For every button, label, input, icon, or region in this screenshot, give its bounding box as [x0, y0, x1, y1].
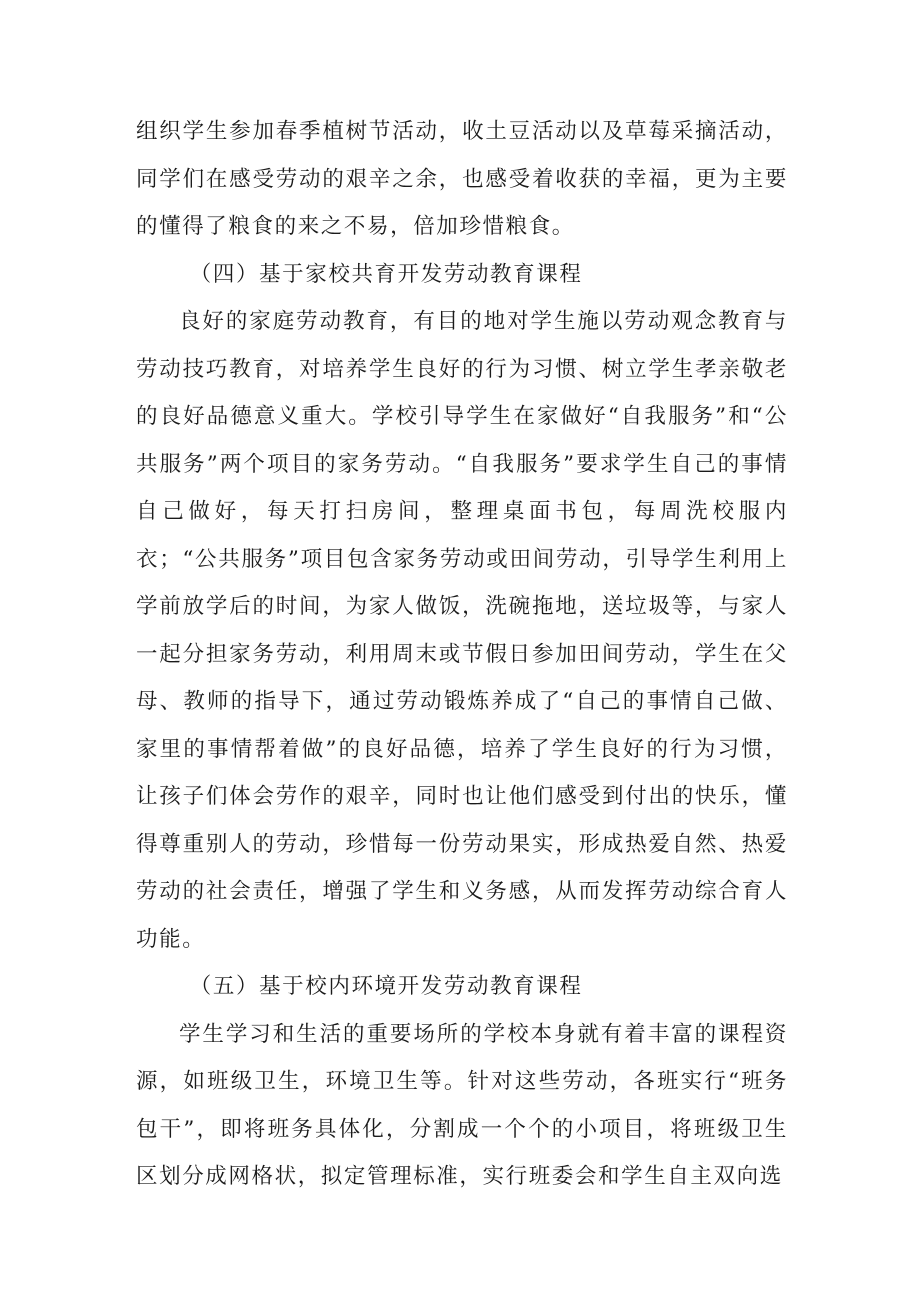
document-body [136, 108, 788, 1201]
section-heading-5: （五）基于校内环境开发劳动教育课程 [189, 974, 583, 999]
paragraph-home-labor: 良好的家庭劳动教育，有目的地对学生施以劳动观念教育与劳动技巧教育，对培养学生良好的行为习惯、树立学生孝亲敬老的良好品德意义重大。学校引导学生在家做好“自我服务”和“公共服务”两个项目的家务劳动。“自我服务”要求学生自己的事情自己做好，每天打扫房间，整理桌面书包，每周洗校服内衣；“公共服务”项目包含家务劳动或田间劳动，引导学生利用上学前放学后的时间，为家人做饭，洗碗拖地，送垃圾等，与家人一起分担家务劳动，利用周末或节假日参加田间劳动，学生在父母、教师的指导下，通过劳动锻炼养成了“自己的事情自己做、家里的事情帮着做”的良好品德，培养了学生良好的行为习惯，让孩子们体会劳作的艰辛，同时也让他们感受到付出的快乐，懂得尊重别人的劳动，珍惜每一份劳动果实，形成热爱自然、热爱劳动的社会责任，增强了学生和义务感，从而发挥劳动综合育人功能。 [136, 309, 788, 952]
section-heading-4: （四）基于家校共育开发劳动教育课程 [189, 261, 583, 287]
paragraph-continuation: 组织学生参加春季植树节活动，收土豆活动以及草莓采摘活动，同学们在感受劳动的艰辛之余，也感受着收获的幸福，更为主要的懂得了粮食的来之不易，倍加珍惜粮食。 [136, 119, 788, 239]
paragraph-school-environment: 学生学习和生活的重要场所的学校本身就有着丰富的课程资源，如班级卫生，环境卫生等。针对这些劳动，各班实行“班务包干”，即将班务具体化，分割成一个个的小项目，将班级卫生区划分成网格状，拟定管理标准，实行班委会和学生自主双向选 [136, 1021, 788, 1189]
